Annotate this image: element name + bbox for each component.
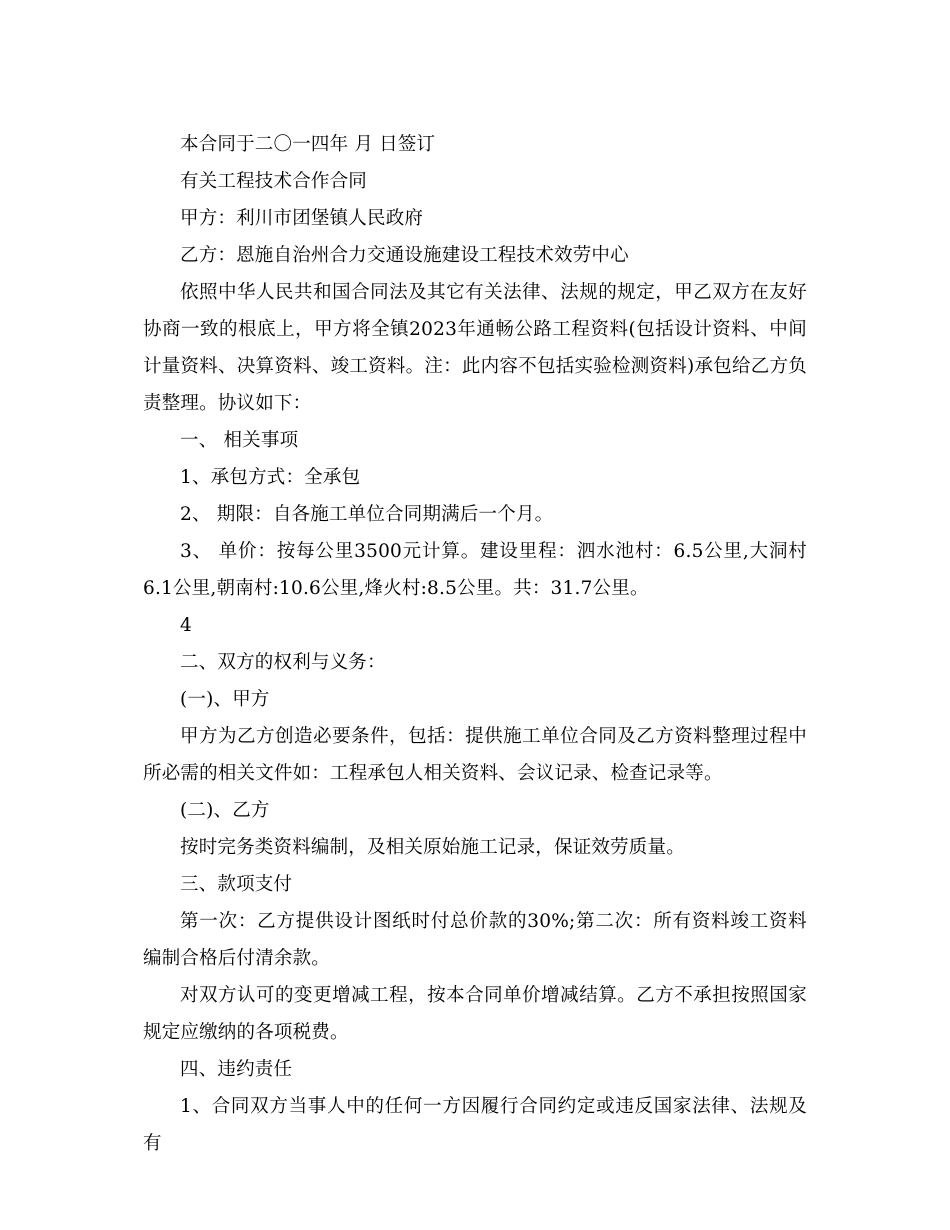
subsection-party-a: (一)、甲方 — [180, 689, 270, 710]
subsection-party-b: (二)、乙方 — [180, 800, 270, 821]
preamble-paragraph: 依照中华人民共和国合同法及其它有关法律、法规的规定，甲乙双方在友好协商一致的根底上，甲方将全镇2023年通畅公路工程资料(包括设计资料、中间计量资料、决算资料、竣工资料。注：此内容不包括实验检测资料)承包给乙方负责整理。协议如下： — [143, 282, 807, 414]
payment-terms: 第一次：乙方提供设计图纸时付总价款的30%;第二次：所有资料竣工资料编制合格后付清余款。 — [143, 911, 807, 969]
signing-date-line: 本合同于二〇一四年 月 日签订 — [180, 134, 436, 155]
document-body — [143, 126, 807, 1162]
section-heading-4: 四、违约责任 — [180, 1059, 293, 1080]
clause-1-2: 2、 期限：自各施工单位合同期满后一个月。 — [180, 504, 554, 525]
party-a-duties: 甲方为乙方创造必要条件，包括：提供施工单位合同及乙方资料整理过程中所必需的相关文件如：工程承包人相关资料、会议记录、检查记录等。 — [143, 726, 807, 784]
change-settlement: 对双方认可的变更增减工程，按本合同单价增减结算。乙方不承担按照国家规定应缴纳的各项税费。 — [143, 985, 807, 1043]
party-b-line: 乙方：恩施自治州合力交通设施建设工程技术效劳中心 — [180, 245, 629, 266]
clause-1-1: 1、承包方式：全承包 — [180, 467, 361, 488]
party-b-duties: 按时完务类资料编制，及相关原始施工记录，保证效劳质量。 — [180, 837, 685, 858]
clause-1-4: 4 — [180, 615, 192, 636]
contract-title: 有关工程技术合作合同 — [180, 171, 368, 192]
liability-clause-1: 1、合同双方当事人中的任何一方因履行合同约定或违反国家法律、法规及有 — [143, 1096, 807, 1154]
clause-1-3: 3、 单价：按每公里3500元计算。建设里程：泗水池村：6.5公里,大洞村6.1公里,朝南村:10.6公里,烽火村:8.5公里。共：31.7公里。 — [143, 541, 807, 599]
section-heading-1: 一、 相关事项 — [180, 430, 299, 451]
section-heading-2: 二、双方的权利与义务： — [180, 652, 386, 673]
party-a-line: 甲方：利川市团堡镇人民政府 — [180, 208, 424, 229]
section-heading-3: 三、款项支付 — [180, 874, 293, 895]
